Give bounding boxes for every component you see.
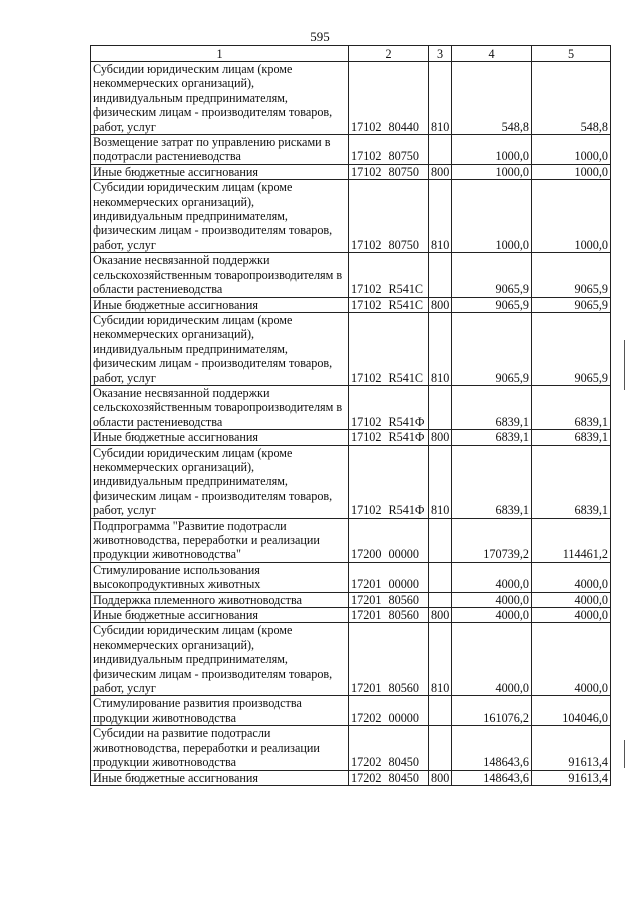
row-value-4: 148643,6 [452,770,532,785]
row-type [429,562,452,592]
table-row [91,445,611,518]
table-row [91,726,611,770]
row-name: Иные бюджетные ассигнования [91,770,349,785]
row-code: 17202 80450 [349,770,429,785]
row-value-4: 548,8 [452,62,532,135]
row-value-5: 1000,0 [532,180,611,253]
row-name: Оказание несвязанной поддержки сельскохозяйственным товаропроизводителям в области растениеводства [91,385,349,429]
row-value-4: 9065,9 [452,312,532,385]
budget-table [90,45,611,786]
row-type [429,518,452,562]
row-name: Субсидии юридическим лицам (кроме некоммерческих организаций), индивидуальным предпринимателям, физическим лицам - производителям товаров, работ, услуг [91,312,349,385]
row-value-5: 6839,1 [532,445,611,518]
row-code: 17202 00000 [349,696,429,726]
row-name: Оказание несвязанной поддержки сельскохозяйственным товаропроизводителям в области растениеводства [91,253,349,297]
row-value-5: 9065,9 [532,253,611,297]
row-code: 17102 80440 [349,62,429,135]
row-value-4: 6839,1 [452,385,532,429]
row-code: 17102 R541Ф [349,445,429,518]
row-value-4: 4000,0 [452,592,532,607]
table-row [91,180,611,253]
row-type: 800 [429,164,452,179]
table-row [91,562,611,592]
row-code: 17102 R541C [349,297,429,312]
row-value-4: 1000,0 [452,180,532,253]
row-name: Иные бюджетные ассигнования [91,608,349,623]
row-name: Иные бюджетные ассигнования [91,164,349,179]
row-code: 17201 00000 [349,562,429,592]
table-row [91,623,611,696]
column-header-value-4: 4 [452,46,532,62]
row-value-5: 114461,2 [532,518,611,562]
row-type [429,135,452,165]
row-name: Стимулирование использования высокопродуктивных животных [91,562,349,592]
row-value-4: 148643,6 [452,726,532,770]
row-type: 800 [429,770,452,785]
row-value-5: 4000,0 [532,623,611,696]
row-type: 800 [429,608,452,623]
row-value-4: 6839,1 [452,445,532,518]
row-code: 17201 80560 [349,623,429,696]
table-row [91,297,611,312]
row-name: Субсидии на развитие подотрасли животноводства, переработки и реализации продукции животноводства [91,726,349,770]
table-header-row [91,46,611,62]
row-value-4: 1000,0 [452,164,532,179]
row-type [429,253,452,297]
table-row [91,385,611,429]
row-name: Подпрограмма "Развитие подотрасли животноводства, переработки и реализации продукции животноводства" [91,518,349,562]
table-row [91,608,611,623]
row-value-5: 4000,0 [532,562,611,592]
table-row [91,518,611,562]
row-value-4: 170739,2 [452,518,532,562]
row-name: Субсидии юридическим лицам (кроме некоммерческих организаций), индивидуальным предпринимателям, физическим лицам - производителям товаров, работ, услуг [91,62,349,135]
row-value-5: 4000,0 [532,608,611,623]
row-code: 17102 80750 [349,164,429,179]
row-value-5: 1000,0 [532,135,611,165]
row-value-5: 9065,9 [532,297,611,312]
table-row [91,696,611,726]
row-type [429,696,452,726]
table-row [91,135,611,165]
row-value-5: 91613,4 [532,726,611,770]
row-name: Субсидии юридическим лицам (кроме некоммерческих организаций), индивидуальным предпринимателям, физическим лицам - производителям товаров, работ, услуг [91,623,349,696]
row-value-4: 4000,0 [452,562,532,592]
table-row [91,770,611,785]
row-value-5: 1000,0 [532,164,611,179]
row-name: Субсидии юридическим лицам (кроме некоммерческих организаций), индивидуальным предпринимателям, физическим лицам - производителям товаров, работ, услуг [91,445,349,518]
row-code: 17201 80560 [349,608,429,623]
row-value-4: 161076,2 [452,696,532,726]
row-name: Стимулирование развития производства продукции животноводства [91,696,349,726]
row-value-5: 6839,1 [532,430,611,445]
row-value-4: 6839,1 [452,430,532,445]
row-code: 17201 80560 [349,592,429,607]
column-header-code: 2 [349,46,429,62]
row-type: 810 [429,445,452,518]
row-value-4: 1000,0 [452,135,532,165]
page-number: 595 [310,29,330,44]
row-code: 17200 00000 [349,518,429,562]
row-code: 17202 80450 [349,726,429,770]
scan-mark [624,340,625,390]
row-name: Субсидии юридическим лицам (кроме некоммерческих организаций), индивидуальным предпринимателям, физическим лицам - производителям товаров, работ, услуг [91,180,349,253]
column-header-value-5: 5 [532,46,611,62]
row-type: 810 [429,180,452,253]
row-name: Иные бюджетные ассигнования [91,430,349,445]
row-name: Поддержка племенного животноводства [91,592,349,607]
table-row [91,62,611,135]
column-header-type: 3 [429,46,452,62]
row-type [429,385,452,429]
row-type: 800 [429,430,452,445]
row-code: 17102 80750 [349,135,429,165]
row-value-5: 9065,9 [532,312,611,385]
row-code: 17102 R541C [349,253,429,297]
scan-mark [624,740,625,768]
row-value-4: 9065,9 [452,297,532,312]
row-value-5: 104046,0 [532,696,611,726]
row-name: Иные бюджетные ассигнования [91,297,349,312]
row-type [429,726,452,770]
row-code: 17102 R541C [349,312,429,385]
row-code: 17102 80750 [349,180,429,253]
table-row [91,430,611,445]
row-value-4: 9065,9 [452,253,532,297]
table-row [91,592,611,607]
table-row [91,253,611,297]
row-value-4: 4000,0 [452,608,532,623]
row-value-4: 4000,0 [452,623,532,696]
row-value-5: 4000,0 [532,592,611,607]
row-code: 17102 R541Ф [349,385,429,429]
column-header-name: 1 [91,46,349,62]
table-body [91,62,611,786]
row-code: 17102 R541Ф [349,430,429,445]
table-row [91,312,611,385]
row-value-5: 91613,4 [532,770,611,785]
row-name: Возмещение затрат по управлению рисками в подотрасли растениеводства [91,135,349,165]
row-type: 800 [429,297,452,312]
row-type: 810 [429,62,452,135]
row-type: 810 [429,623,452,696]
row-value-5: 548,8 [532,62,611,135]
row-value-5: 6839,1 [532,385,611,429]
table-row [91,164,611,179]
row-type [429,592,452,607]
row-type: 810 [429,312,452,385]
